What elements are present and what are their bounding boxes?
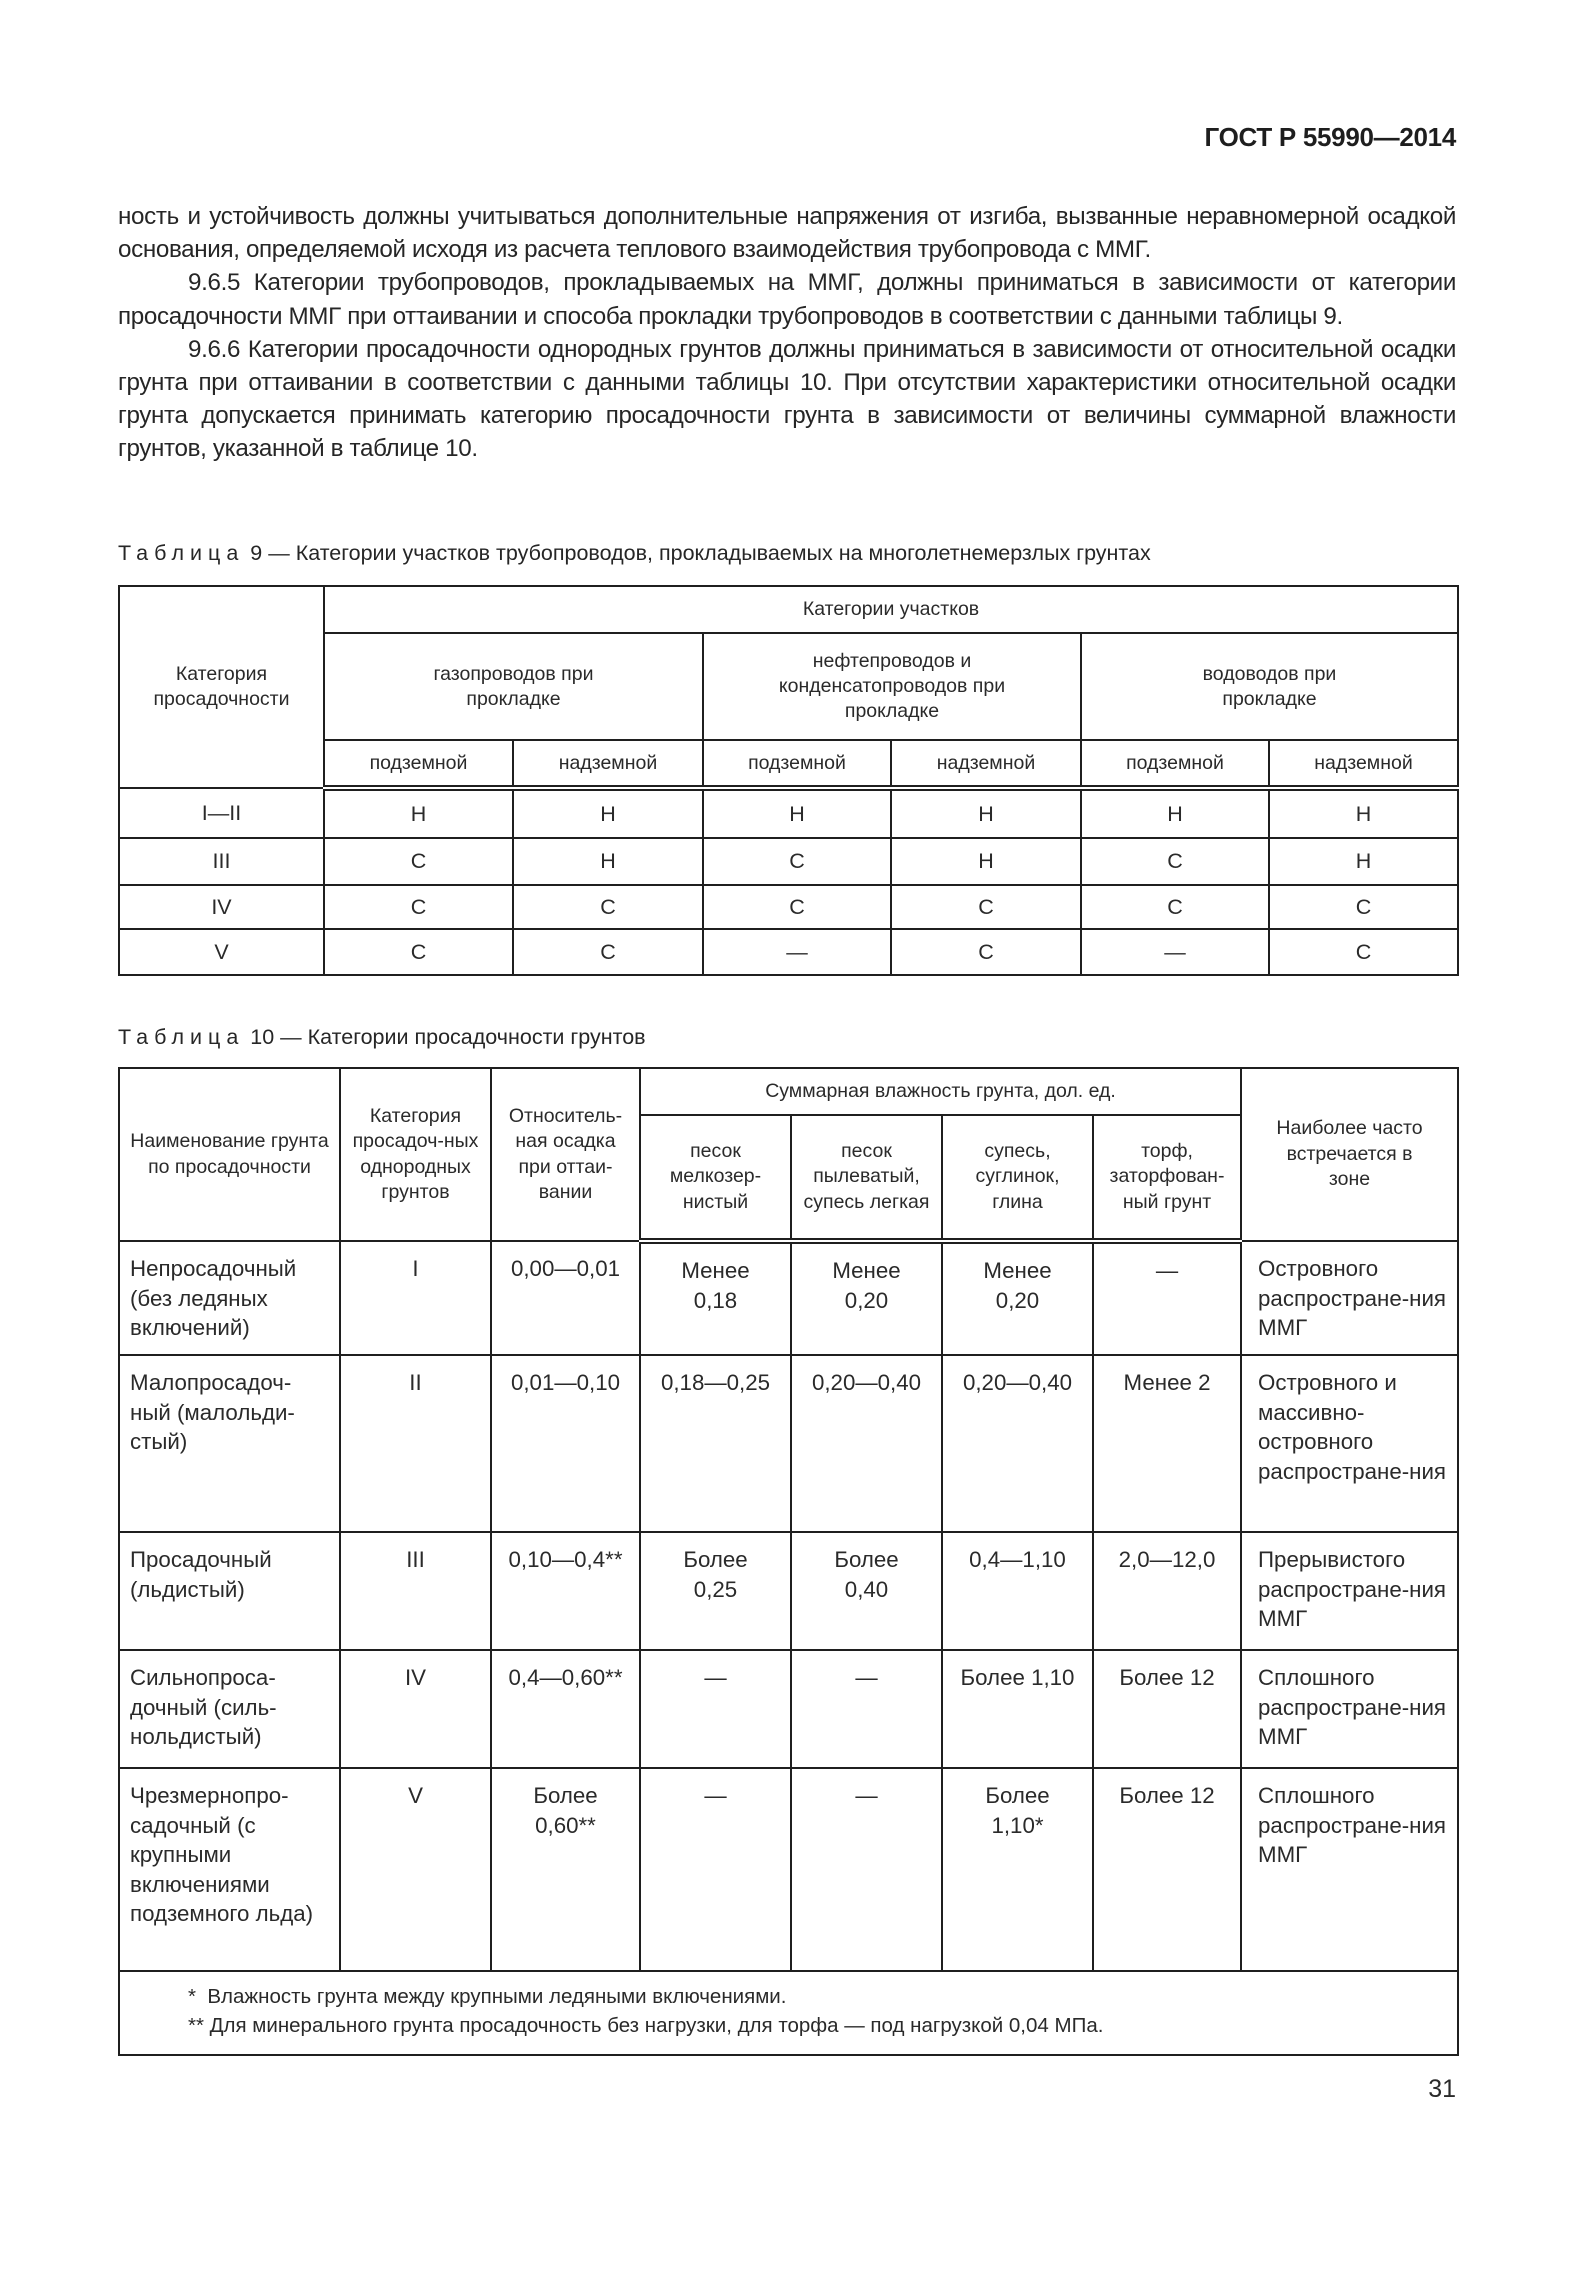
sub-header: надземной — [1269, 740, 1458, 788]
caption-title: 10 — Категории просадочности грунтов — [244, 1025, 646, 1049]
row-category: IV — [119, 885, 324, 929]
col-header-settlement: Относитель-ная осадка при оттаи-вании — [491, 1068, 640, 1241]
col-header-sand-fine: песок мелкозер-нистый — [640, 1115, 791, 1241]
sub-header: подземной — [324, 740, 513, 788]
cell: С — [1081, 838, 1269, 885]
table-footnotes — [119, 1971, 1458, 2055]
cell: С — [1269, 929, 1458, 975]
moisture-sand-fine: Более 0,25 — [640, 1532, 791, 1650]
cell: С — [324, 929, 513, 975]
document-id-header: ГОСТ Р 55990—2014 — [1204, 122, 1456, 152]
table10-caption — [118, 1025, 646, 1050]
moisture-peat: Более 12 — [1093, 1768, 1241, 1971]
settlement: 0,00—0,01 — [491, 1241, 640, 1355]
caption-label: Таблица — [118, 1025, 245, 1049]
cell: С — [891, 929, 1081, 975]
sub-header: подземной — [703, 740, 891, 788]
group-header-categories: Категории участков — [324, 586, 1458, 633]
row-category: I—II — [119, 788, 324, 838]
moisture-loam: Более 1,10* — [942, 1768, 1093, 1971]
table-row — [119, 788, 1458, 838]
paragraph-9-6-6: 9.6.6 Категории просадочности однородных грунтов должны приниматься в зависимости от относительной осадки грунта при оттаивании в соответствии с данными таблицы 10. При отсутствии характеристики относительной осадки грунта допускается принимать категорию просадочности грунта в зависимости от величины суммарной влажности грунтов, указанной в таблице 10. — [118, 335, 1456, 463]
settlement: 0,4—0,60** — [491, 1650, 640, 1768]
col-header-zone: Наиболее часто встречается в зоне — [1241, 1068, 1458, 1241]
table-10 — [118, 1067, 1459, 2056]
cell: Н — [513, 838, 703, 885]
soil-category: II — [340, 1355, 491, 1532]
col-header-moisture-group: Суммарная влажность грунта, дол. ед. — [640, 1068, 1241, 1115]
moisture-sand-silty: — — [791, 1650, 942, 1768]
moisture-peat: 2,0—12,0 — [1093, 1532, 1241, 1650]
col-header-sand-silty: песок пылеватый, супесь легкая — [791, 1115, 942, 1241]
settlement: Более 0,60** — [491, 1768, 640, 1971]
table-row — [119, 1532, 1458, 1650]
moisture-loam: 0,4—1,10 — [942, 1532, 1093, 1650]
sub-header: надземной — [891, 740, 1081, 788]
zone: Прерывистого распростране-ния ММГ — [1241, 1532, 1458, 1650]
body-text — [118, 200, 1456, 466]
table-row — [119, 929, 1458, 975]
paragraph-continuation: ность и устойчивость должны учитываться дополнительные напряжения от изгиба, вызванные неравномерной осадкой основания, определяемой исходя из расчета теплового взаимодействия трубопровода с ММГ. — [118, 203, 1456, 264]
zone: Сплошного распростране-ния ММГ — [1241, 1650, 1458, 1768]
moisture-sand-silty: Менее 0,20 — [791, 1241, 942, 1355]
cell: Н — [1269, 788, 1458, 838]
cell: С — [703, 885, 891, 929]
moisture-sand-fine: 0,18—0,25 — [640, 1355, 791, 1532]
cell: Н — [1081, 788, 1269, 838]
paragraph-9-6-5: 9.6.5 Категории трубопроводов, прокладываемых на ММГ, должны приниматься в зависимости от категории просадочности ММГ при оттаивании и способа прокладки трубопроводов в соответствии с данными таблицы 9. — [118, 269, 1456, 330]
col-header-category: Категория просадочности — [119, 586, 324, 788]
cell: С — [703, 838, 891, 885]
soil-name: Малопросадоч-ный (малольди-стый) — [119, 1355, 340, 1532]
soil-name: Сильнопроса-дочный (силь-нольдистый) — [119, 1650, 340, 1768]
group-water: водоводов при прокладке — [1081, 633, 1458, 740]
cell: Н — [891, 788, 1081, 838]
cell: — — [1081, 929, 1269, 975]
cell: С — [513, 885, 703, 929]
cell: — — [703, 929, 891, 975]
col-header-peat: торф, заторфован-ный грунт — [1093, 1115, 1241, 1241]
caption-label: Таблица — [118, 541, 245, 565]
row-category: III — [119, 838, 324, 885]
soil-name: Просадочный (льдистый) — [119, 1532, 340, 1650]
table9-caption — [118, 541, 1151, 566]
soil-category: III — [340, 1532, 491, 1650]
moisture-peat: — — [1093, 1241, 1241, 1355]
table-row — [119, 1650, 1458, 1768]
footnote-1: * Влажность грунта между крупными ледяными включениями. — [188, 1985, 787, 2008]
sub-header: подземной — [1081, 740, 1269, 788]
settlement: 0,01—0,10 — [491, 1355, 640, 1532]
moisture-sand-fine: — — [640, 1650, 791, 1768]
group-gas: газопроводов при прокладке — [324, 633, 703, 740]
soil-category: IV — [340, 1650, 491, 1768]
col-header-loam: супесь, суглинок, глина — [942, 1115, 1093, 1241]
col-header-category: Категория просадоч-ных однородных грунтов — [340, 1068, 491, 1241]
soil-name: Непросадочный (без ледяных включений) — [119, 1241, 340, 1355]
page-number: 31 — [1428, 2075, 1456, 2103]
moisture-loam: Более 1,10 — [942, 1650, 1093, 1768]
table-row — [119, 1768, 1458, 1971]
soil-category: V — [340, 1768, 491, 1971]
cell: Н — [891, 838, 1081, 885]
moisture-peat: Менее 2 — [1093, 1355, 1241, 1532]
settlement: 0,10—0,4** — [491, 1532, 640, 1650]
row-category: V — [119, 929, 324, 975]
zone: Сплошного распростране-ния ММГ — [1241, 1768, 1458, 1971]
col-header-name: Наименование грунта по просадочности — [119, 1068, 340, 1241]
footnote-2: ** Для минерального грунта просадочность без нагрузки, для торфа — под нагрузкой 0,04 МПа. — [188, 2014, 1104, 2037]
moisture-sand-silty: 0,20—0,40 — [791, 1355, 942, 1532]
table-9 — [118, 585, 1459, 976]
cell: Н — [703, 788, 891, 838]
moisture-loam: Менее 0,20 — [942, 1241, 1093, 1355]
moisture-sand-silty: Более 0,40 — [791, 1532, 942, 1650]
table-row — [119, 838, 1458, 885]
soil-name: Чрезмернопро-садочный (с крупными включениями подземного льда) — [119, 1768, 340, 1971]
cell: С — [324, 885, 513, 929]
cell: Н — [1269, 838, 1458, 885]
cell: С — [513, 929, 703, 975]
caption-title: 9 — Категории участков трубопроводов, прокладываемых на многолетнемерзлых грунтах — [244, 541, 1151, 565]
moisture-sand-fine: — — [640, 1768, 791, 1971]
table-row — [119, 885, 1458, 929]
cell: С — [891, 885, 1081, 929]
group-oil: нефтепроводов и конденсатопроводов при прокладке — [703, 633, 1081, 740]
moisture-peat: Более 12 — [1093, 1650, 1241, 1768]
soil-category: I — [340, 1241, 491, 1355]
cell: С — [1269, 885, 1458, 929]
table-row — [119, 1241, 1458, 1355]
cell: С — [1081, 885, 1269, 929]
cell: Н — [324, 788, 513, 838]
moisture-sand-fine: Менее 0,18 — [640, 1241, 791, 1355]
moisture-loam: 0,20—0,40 — [942, 1355, 1093, 1532]
zone: Островного и массивно-островного распростране-ния — [1241, 1355, 1458, 1532]
moisture-sand-silty: — — [791, 1768, 942, 1971]
zone: Островного распростране-ния ММГ — [1241, 1241, 1458, 1355]
cell: Н — [513, 788, 703, 838]
sub-header: надземной — [513, 740, 703, 788]
table-row — [119, 1355, 1458, 1532]
cell: С — [324, 838, 513, 885]
